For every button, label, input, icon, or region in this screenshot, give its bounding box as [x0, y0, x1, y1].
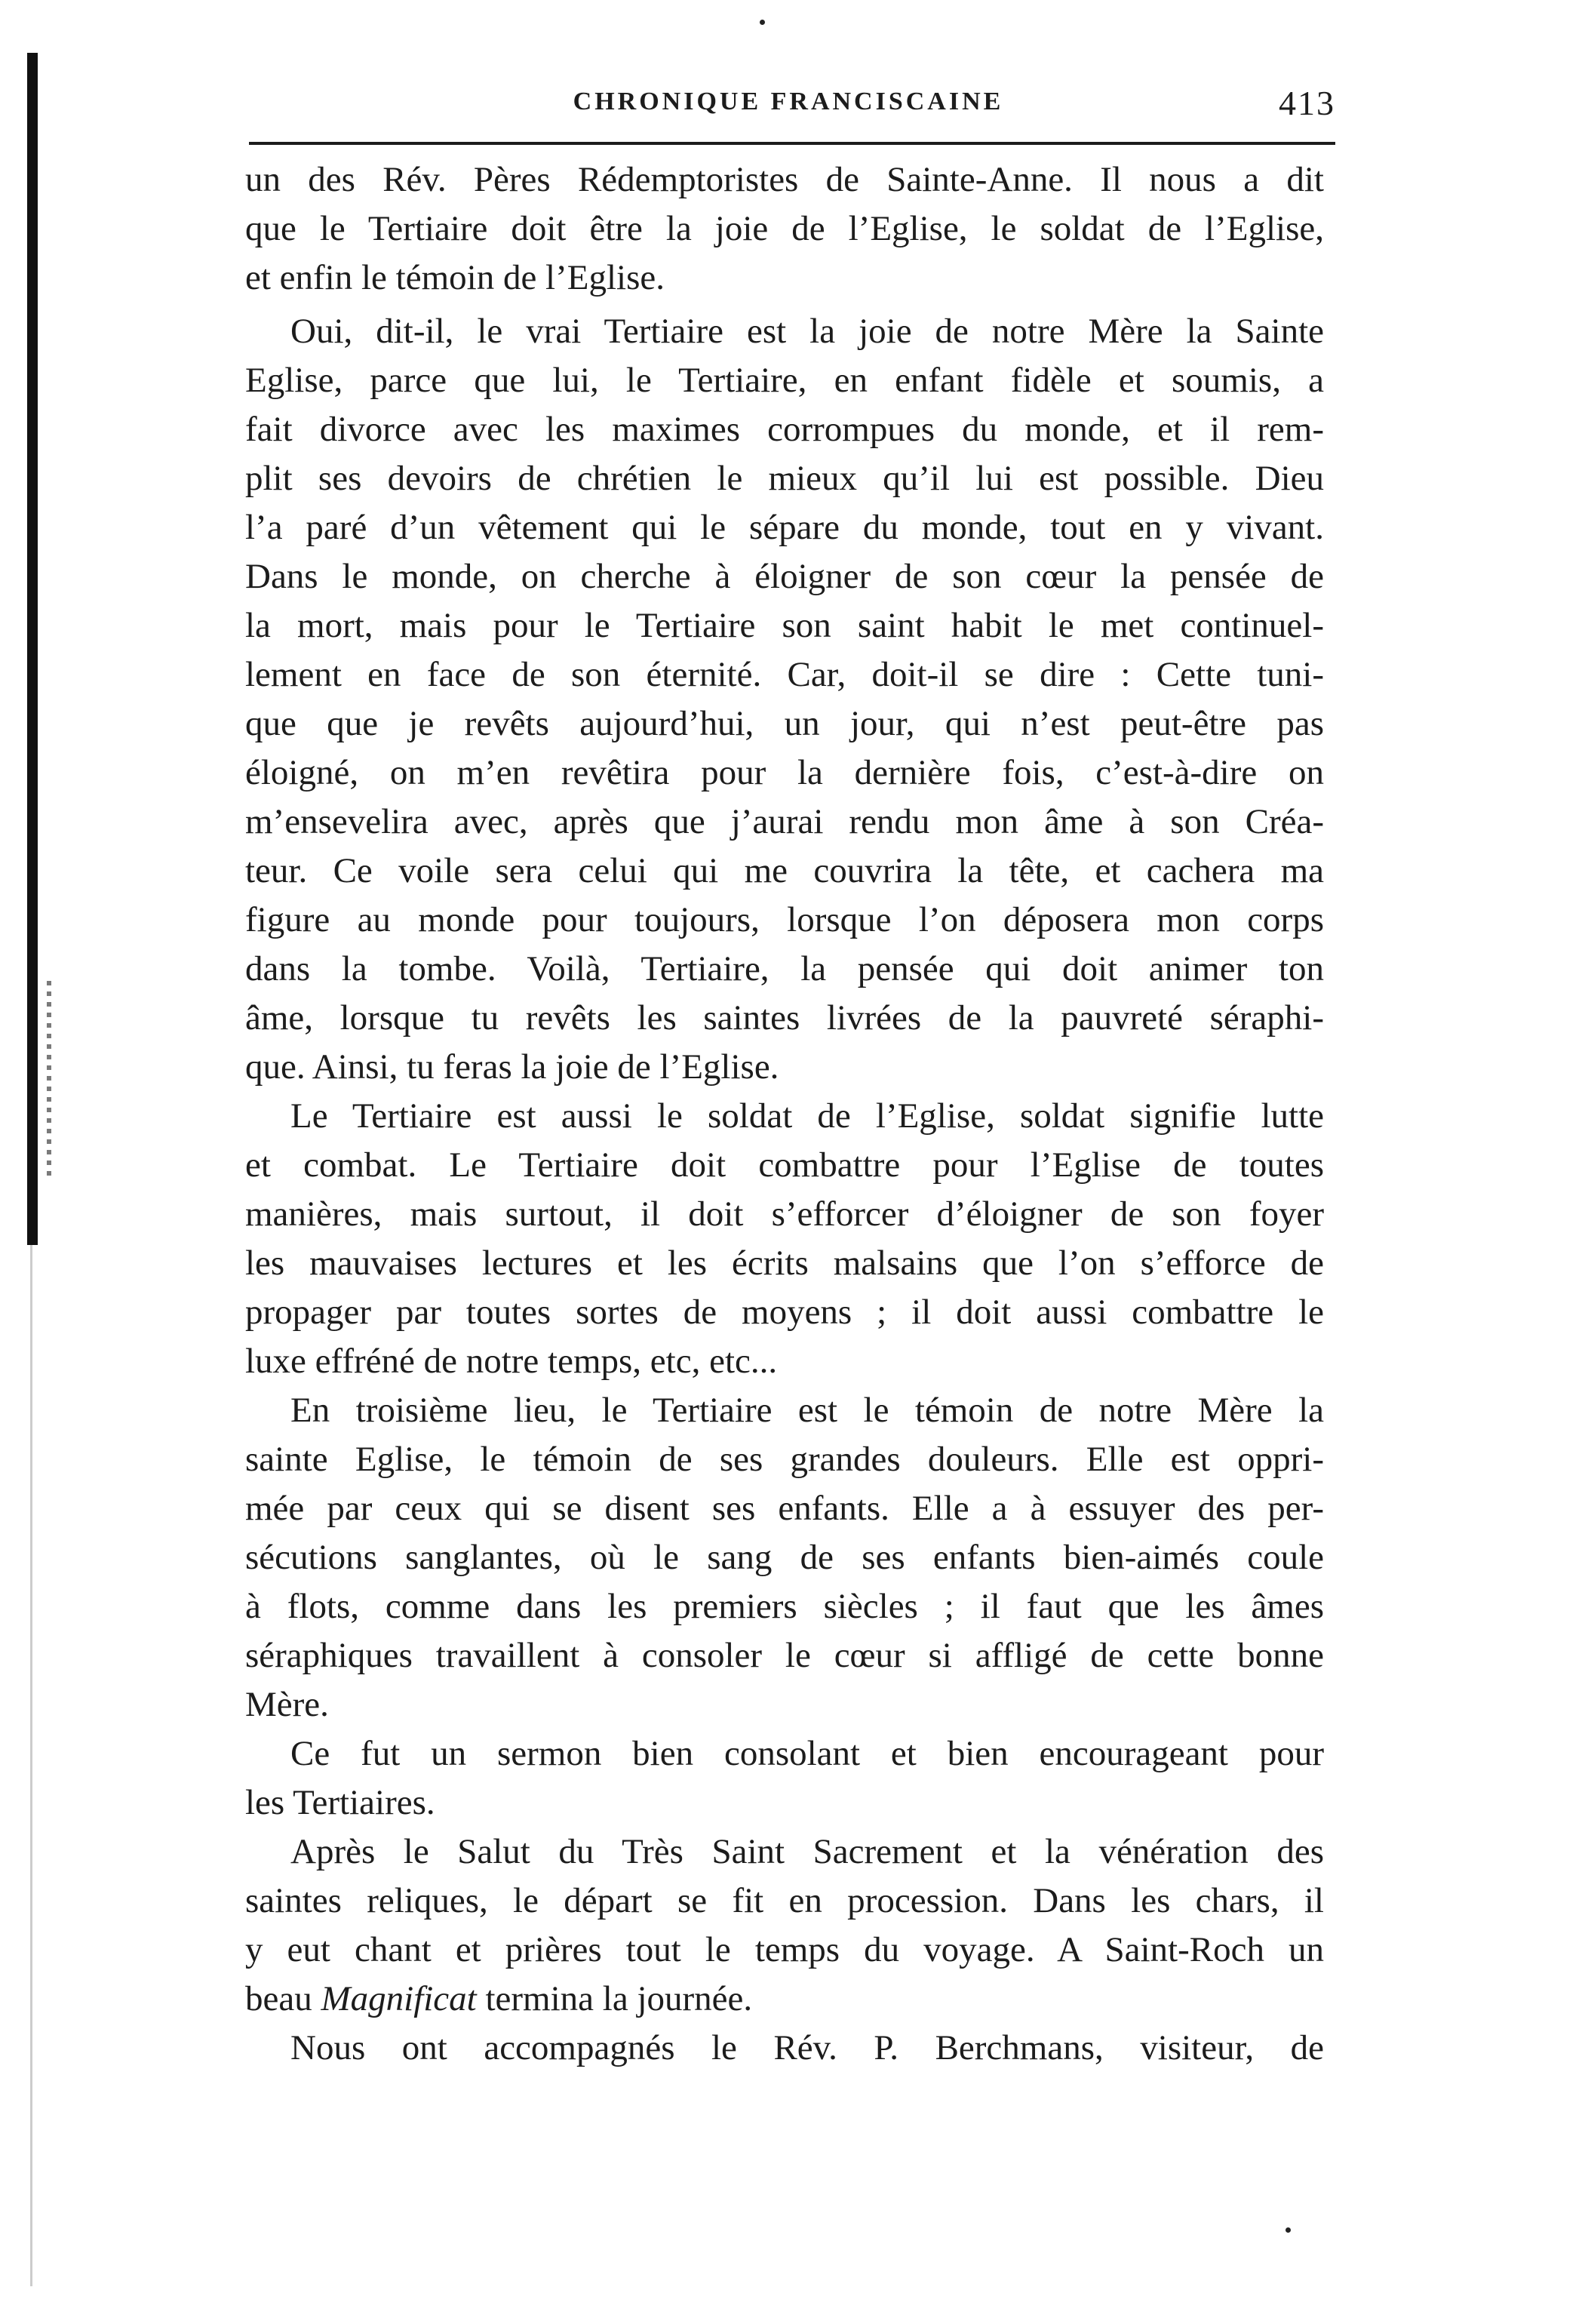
- text-line: âme, lorsque tu revêts les saintes livrées de la pauvreté séraphi-: [245, 998, 1324, 1038]
- text-line: En troisième lieu, le Tertiaire est le témoin de notre Mère la: [290, 1391, 1324, 1430]
- text-line: sainte Eglise, le témoin de ses grandes douleurs. Elle est oppri-: [245, 1440, 1324, 1479]
- text-line: saintes reliques, le départ se fit en procession. Dans les chars, il: [245, 1881, 1324, 1920]
- text-line: plit ses devoirs de chrétien le mieux qu’il lui est possible. Dieu: [245, 459, 1324, 498]
- text-run: termina la journée.: [476, 1979, 753, 2018]
- text-line: mée par ceux qui se disent ses enfants. Elle a à essuyer des per-: [245, 1489, 1324, 1528]
- text-line: que le Tertiaire doit être la joie de l’Eglise, le soldat de l’Eglise,: [245, 209, 1324, 248]
- text-line: figure au monde pour toujours, lorsque l’on déposera mon corps: [245, 900, 1324, 939]
- paragraph-3: [245, 1092, 1324, 1386]
- text-line: Mère.: [245, 1685, 329, 1724]
- text-line: Nous ont accompagnés le Rév. P. Berchmans, visiteur, de: [290, 2028, 1324, 2067]
- text-line: que. Ainsi, tu feras la joie de l’Eglise.: [245, 1047, 779, 1087]
- paragraph-1: [245, 155, 1324, 303]
- page-number: 413: [1279, 84, 1335, 122]
- text-line: à flots, comme dans les premiers siècles ; il faut que les âmes: [245, 1587, 1324, 1626]
- text-line: fait divorce avec les maximes corrompues du monde, et il rem-: [245, 410, 1324, 449]
- text-line: séraphiques travaillent à consoler le cœur si affligé de cette bonne: [245, 1636, 1324, 1675]
- text-line: la mort, mais pour le Tertiaire son saint habit le met continuel-: [245, 606, 1324, 645]
- text-line: l’a paré d’un vêtement qui le sépare du monde, tout en y vivant.: [245, 508, 1324, 547]
- text-line: Eglise, parce que lui, le Tertiaire, en enfant fidèle et soumis, a: [245, 361, 1324, 400]
- text-line: Dans le monde, on cherche à éloigner de son cœur la pensée de: [245, 557, 1324, 596]
- text-line: Le Tertiaire est aussi le soldat de l’Eglise, soldat signifie lutte: [290, 1096, 1324, 1136]
- binding-edge-faint: [30, 1245, 32, 2286]
- text-line: [245, 1975, 1324, 2024]
- text-line: Après le Salut du Très Saint Sacrement et la vénération des: [290, 1832, 1324, 1871]
- text-line: et combat. Le Tertiaire doit combattre pour l’Eglise de toutes: [245, 1145, 1324, 1185]
- text-line: et enfin le témoin de l’Eglise.: [245, 258, 665, 297]
- text-line: y eut chant et prières tout le temps du voyage. A Saint-Roch un: [245, 1930, 1324, 1969]
- running-head: [249, 83, 1335, 128]
- text-line: lement en face de son éternité. Car, doit-il se dire : Cette tuni-: [245, 655, 1324, 694]
- binding-edge-marks: [47, 981, 51, 1177]
- text-line: dans la tombe. Voilà, Tertiaire, la pensée qui doit animer ton: [245, 949, 1324, 988]
- paragraph-2: [245, 307, 1324, 1092]
- text-line: m’ensevelira avec, après que j’aurai rendu mon âme à son Créa-: [245, 802, 1324, 841]
- text-run: beau: [245, 1979, 321, 2018]
- page-body: [245, 155, 1324, 2073]
- text-line: sécutions sanglantes, où le sang de ses enfants bien-aimés coule: [245, 1538, 1324, 1577]
- binding-edge: [27, 53, 38, 1245]
- text-line: que que je revêts aujourd’hui, un jour, qui n’est peut-être pas: [245, 704, 1324, 743]
- paragraph-6: [245, 1828, 1324, 2024]
- text-line: les Tertiaires.: [245, 1783, 435, 1822]
- text-line: propager par toutes sortes de moyens ; il doit aussi combattre le: [245, 1293, 1324, 1332]
- text-line: éloigné, on m’en revêtira pour la dernière fois, c’est-à-dire on: [245, 753, 1324, 792]
- text-line: luxe effréné de notre temps, etc, etc...: [245, 1342, 778, 1381]
- paragraph-4: [245, 1386, 1324, 1729]
- text-line: Ce fut un sermon bien consolant et bien encourageant pour: [290, 1734, 1324, 1773]
- italic-title: Magnificat: [321, 1979, 477, 2018]
- ink-speck: [1286, 2227, 1291, 2233]
- header-rule: [249, 142, 1335, 145]
- text-line: un des Rév. Pères Rédemptoristes de Sainte-Anne. Il nous a dit: [245, 160, 1324, 199]
- text-line: Oui, dit-il, le vrai Tertiaire est la joie de notre Mère la Sainte: [290, 312, 1324, 351]
- running-title: CHRONIQUE FRANCISCAINE: [573, 88, 1004, 115]
- text-line: les mauvaises lectures et les écrits malsains que l’on s’efforce de: [245, 1243, 1324, 1283]
- ink-speck: [760, 20, 765, 25]
- paragraph-5: [245, 1729, 1324, 1828]
- text-line: manières, mais surtout, il doit s’efforcer d’éloigner de son foyer: [245, 1194, 1324, 1234]
- text-line: teur. Ce voile sera celui qui me couvrira la tête, et cachera ma: [245, 851, 1324, 890]
- paragraph-7: [245, 2024, 1324, 2073]
